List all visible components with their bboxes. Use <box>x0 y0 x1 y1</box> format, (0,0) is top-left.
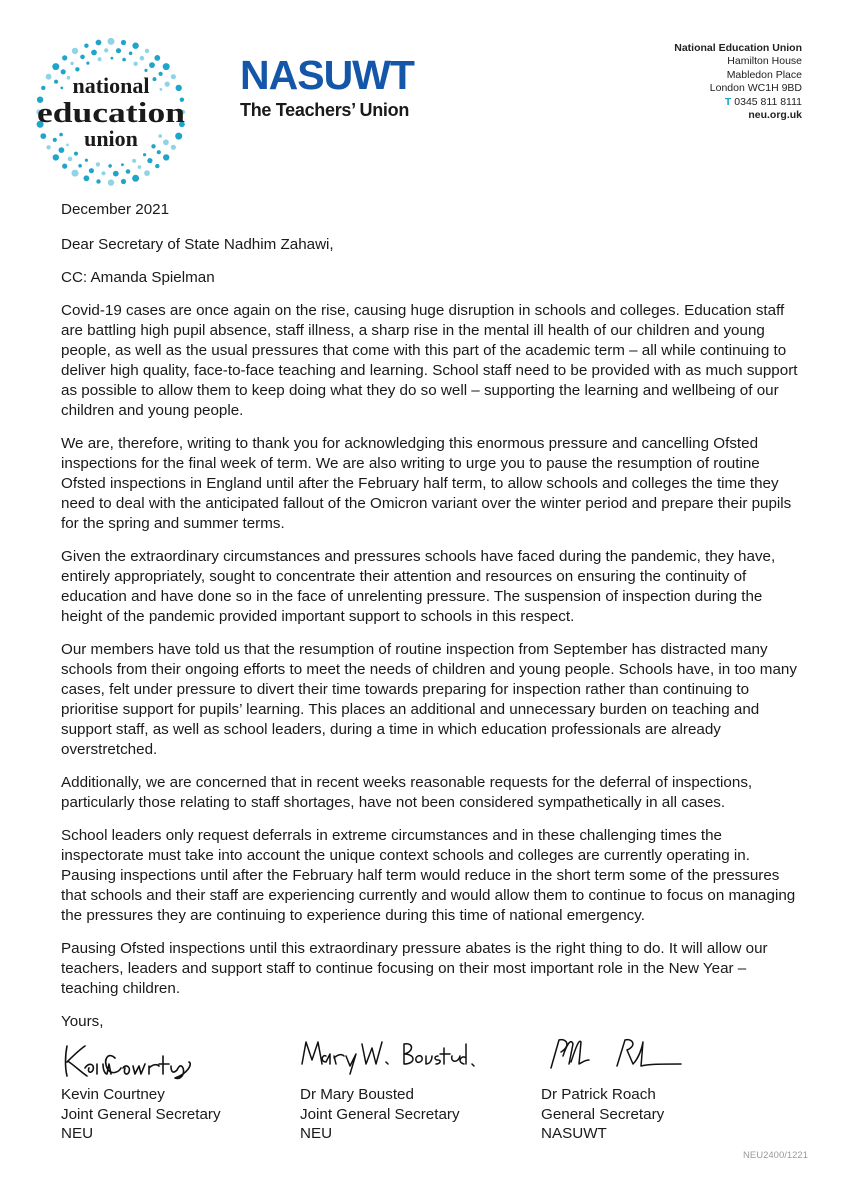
signature-kevin-courtney <box>61 1034 261 1080</box>
logo-dot <box>78 164 82 168</box>
logo-dot <box>154 55 160 61</box>
signatory-1 <box>61 1034 281 1144</box>
logo-dot <box>62 164 67 169</box>
neu-logo-line2: education <box>37 97 185 129</box>
logo-dot <box>46 145 50 149</box>
logo-dot <box>46 74 52 80</box>
signatory-title: Joint General Secretary <box>300 1105 460 1123</box>
logo-dot <box>132 175 139 182</box>
logo-dot <box>54 80 58 84</box>
logo-dot <box>111 57 114 60</box>
logo-dot <box>113 171 119 177</box>
logo-dot <box>163 139 169 145</box>
letter-salutation: Dear Secretary of State Nadhim Zahawi, <box>61 236 334 253</box>
logo-dot <box>108 38 115 45</box>
logo-dot <box>175 133 182 140</box>
sender-address <box>674 42 802 122</box>
logo-dot <box>126 169 131 174</box>
address-line: London WC1H 9BD <box>709 82 802 95</box>
logo-dot <box>80 55 85 60</box>
logo-dot <box>147 158 152 163</box>
nasuwt-logo <box>240 54 430 121</box>
logo-dot <box>171 145 176 150</box>
logo-dot <box>85 159 88 162</box>
logo-dot <box>151 144 155 148</box>
address-line: Hamilton House <box>727 55 802 68</box>
letter-paragraph: Pausing Ofsted inspections until this extraordinary pressure abates is the right thing to do. It will allow our teachers, leaders and support staff to continue focusing on their most important role in the New Year – teaching children. <box>61 940 768 997</box>
logo-dot <box>133 62 137 66</box>
signature-mary-bousted <box>300 1034 500 1080</box>
logo-dot <box>67 76 71 80</box>
logo-dot <box>165 82 170 87</box>
letter-paragraph: School leaders only request deferrals in extreme circumstances and in these challenging times the inspectorate must take into account the unique context schools and colleges are currently operating in. Pausing inspections until after the February half term would reduce in the short term some of the pressures that schools and their staff are experiencing currently and would allow them to continue to focus on managing the pressures they are continuing to experience during this time of national emergency. <box>61 827 796 924</box>
logo-dot <box>40 133 46 139</box>
logo-dot <box>86 62 89 65</box>
logo-dot <box>84 175 90 181</box>
signatory-2 <box>300 1034 520 1144</box>
logo-dot <box>140 56 145 61</box>
letter-closing: Yours, <box>61 1013 104 1030</box>
logo-dot <box>129 52 133 56</box>
address-org: National Education Union <box>674 42 802 54</box>
logo-dot <box>121 179 126 184</box>
logo-dot <box>70 62 74 66</box>
logo-dot <box>104 48 108 52</box>
signatory-name: Dr Patrick Roach <box>541 1086 656 1103</box>
signatory-name: Dr Mary Bousted <box>300 1086 414 1103</box>
logo-dot <box>96 162 100 166</box>
signatory-org: NASUWT <box>541 1125 607 1142</box>
logo-dot <box>60 87 63 90</box>
logo-dot <box>68 157 73 162</box>
logo-dot <box>163 63 170 70</box>
logo-dot <box>96 40 102 46</box>
phone-label: T <box>724 95 732 108</box>
logo-dot <box>138 165 142 169</box>
logo-dot <box>96 179 100 183</box>
logo-dot <box>122 58 126 62</box>
neu-logo-line1: national <box>72 73 150 98</box>
logo-dot <box>62 55 67 60</box>
document-reference: NEU2400/1221 <box>743 1150 808 1161</box>
address-website: neu.org.uk <box>748 109 802 122</box>
logo-dot <box>72 48 78 54</box>
logo-dot <box>176 85 182 91</box>
logo-dot <box>66 144 69 147</box>
logo-dot <box>72 170 79 177</box>
neu-logo-line3: union <box>84 126 138 151</box>
logo-dot <box>158 134 162 138</box>
logo-dot <box>74 152 78 156</box>
logo-dot <box>108 164 112 168</box>
logo-dot <box>144 170 150 176</box>
logo-dot <box>53 138 57 142</box>
letter-cc: CC: Amanda Spielman <box>61 269 215 286</box>
logo-dot <box>52 63 59 70</box>
signatory-name: Kevin Courtney <box>61 1086 165 1103</box>
letter-date: December 2021 <box>61 201 170 218</box>
letter-paragraph: Covid-19 cases are once again on the rise, causing huge disruption in schools and colleges. Education staff are battling high pupil absence, staff illness, a sharp rise in the mental ill health of our children and young people, as well as the usual pressures that come with this part of the academic term – all while continuing to deliver high quality, face-to-face teaching and learning. School staff need to be provided with as much support as possible to allow them to keep doing what they do so well – supporting the learning and wellbeing of our children and young people. <box>61 302 798 419</box>
signatory-title: General Secretary <box>541 1105 665 1123</box>
logo-dot <box>53 154 59 160</box>
nasuwt-logo-name: NASUWT <box>240 52 414 98</box>
address-line: Mabledon Place <box>726 68 802 81</box>
logo-dot <box>155 164 159 168</box>
logo-dot <box>160 88 163 91</box>
logo-dot <box>101 171 105 175</box>
address-phone <box>674 96 802 109</box>
logo-dot <box>84 44 88 48</box>
logo-dot <box>61 69 66 74</box>
signatory-title: Joint General Secretary <box>61 1105 221 1123</box>
phone-number: 0345 811 8111 <box>734 95 802 108</box>
logo-dot <box>144 69 147 72</box>
logo-dot <box>132 159 136 163</box>
letter-body <box>61 200 801 1045</box>
letter-paragraph: Given the extraordinary circumstances and pressures schools have faced during the pandemic, they have, entirely appropriately, sought to concentrate their attention and resources on ensuring the continuity of education and have done so in the face of unrelenting pressure. The suspension of inspection during the height of the pandemic provided important support to schools in this respect. <box>61 548 776 625</box>
logo-dot <box>159 72 163 76</box>
logo-dot <box>121 163 124 166</box>
logo-dot <box>98 57 102 61</box>
signatory-org: NEU <box>61 1125 94 1142</box>
logo-dot <box>59 133 63 137</box>
logo-dot <box>163 154 169 160</box>
logo-dot <box>143 153 146 156</box>
logo-dot <box>89 168 94 173</box>
logo-dot <box>171 74 176 79</box>
signatory-org: NEU <box>300 1125 333 1142</box>
logo-dot <box>91 50 97 56</box>
neu-logo <box>32 36 190 186</box>
logo-dot <box>132 43 138 49</box>
logo-dot <box>145 49 149 53</box>
logo-dot <box>108 179 114 185</box>
letter-paragraph: Our members have told us that the resumption of routine inspection from September has distracted many schools from their ongoing efforts to meet the needs of children and young people. Schools have, in too many cases, felt under pressure to divert their time towards preparing for inspection rather than continuing to prioritise support for pupils’ learning. This places an additional and unnecessary burden on teaching and support staff, as well as school leaders, during a time in which education professionals are already overstretched. <box>61 641 797 758</box>
signatory-3 <box>541 1034 761 1144</box>
signature-patrick-roach <box>541 1034 741 1080</box>
logo-dot <box>75 67 79 71</box>
logo-dot <box>153 77 157 81</box>
logo-dot <box>149 62 155 68</box>
letter-paragraph: We are, therefore, writing to thank you for acknowledging this enormous pressure and cancelling Ofsted inspections for the final week of term. We are also writing to urge you to pause the resumption of routine Ofsted inspections in England until after the February half term, to allow schools and colleges the time they need to deal with the anticipated fallout of the Omicron variant over the winter period and prepare their pupils for the spring and summer terms. <box>61 435 792 532</box>
nasuwt-logo-tagline: The Teachers’ Union <box>240 100 410 120</box>
logo-dot <box>157 150 161 154</box>
logo-dot <box>121 40 126 45</box>
logo-dot <box>59 147 65 153</box>
logo-dot <box>41 86 45 90</box>
logo-dot <box>116 48 121 53</box>
letter-paragraph: Additionally, we are concerned that in recent weeks reasonable requests for the deferral of inspections, particularly those relating to staff shortages, have not been considered sympathetically in all cases. <box>61 774 753 811</box>
